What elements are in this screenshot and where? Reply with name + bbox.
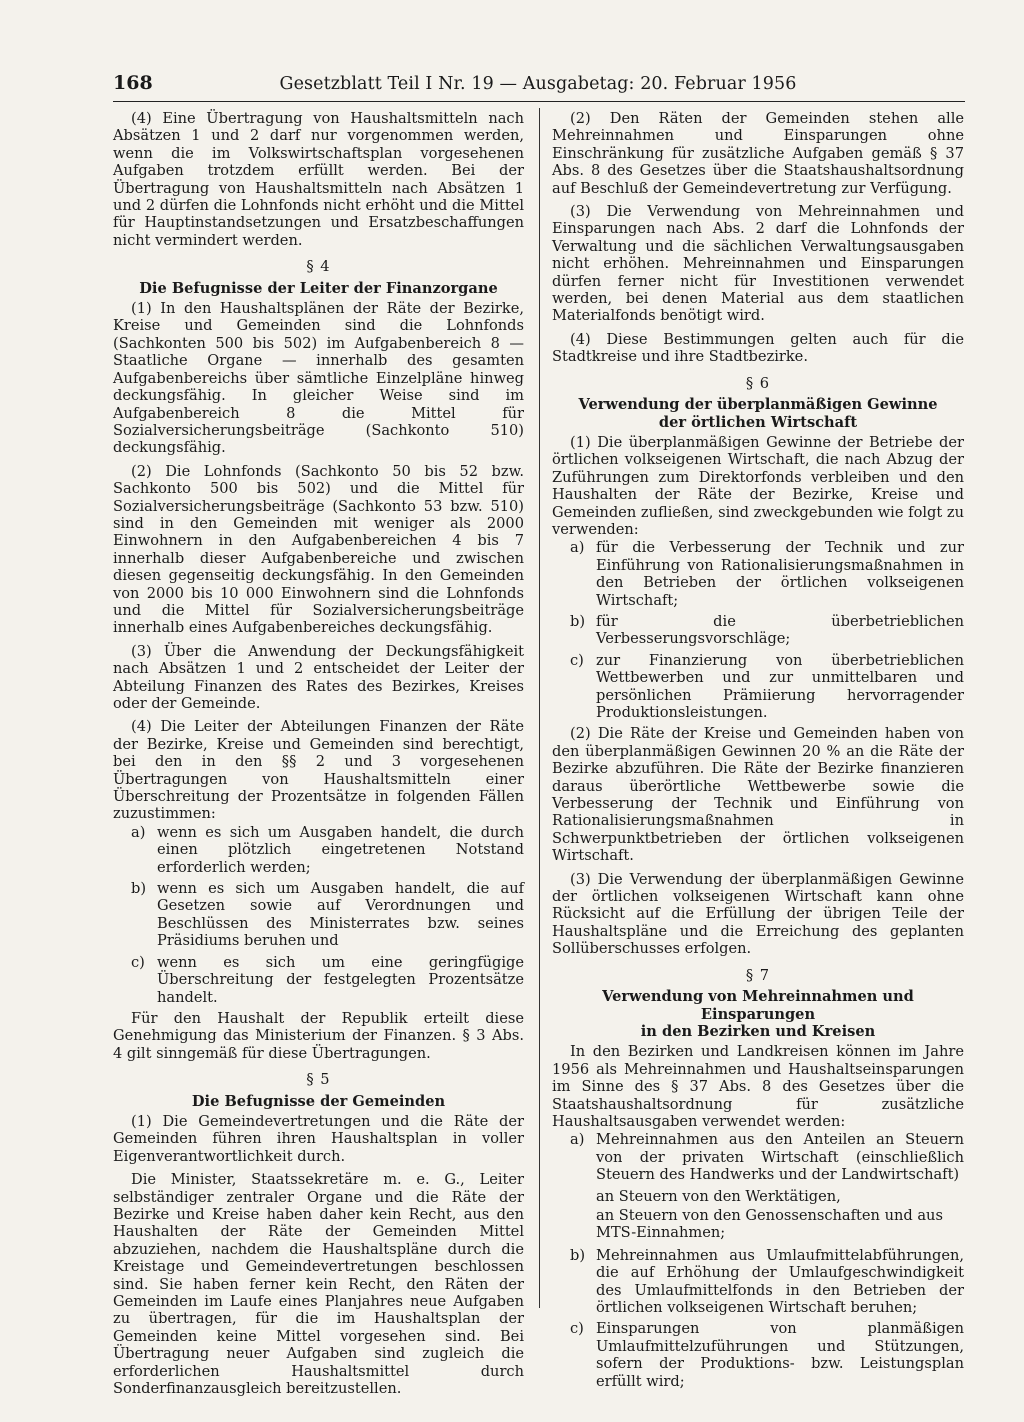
list-text: für die überbetrieblichen Verbesserungsvorschläge;	[596, 612, 964, 648]
section-sign-5: § 5	[306, 1071, 331, 1089]
list-item-s4-a	[131, 824, 524, 876]
list-s7	[570, 1131, 964, 1390]
page-number: 168	[113, 72, 153, 94]
list-item-s6-c	[570, 652, 964, 722]
page-header	[113, 72, 963, 98]
paragraph-s5-4: (3) Die Verwendung von Mehreinnahmen und Einsparungen nach Abs. 2 darf die Lohnfonds der Verwaltung und die sächlichen Verwaltungsausgaben nicht erhöhen. Mehreinnahmen und Einsparungen dürfen ferner nicht für Investitionen verwendet werden, bei denen Material aus dem staatlichen Materialfonds benötigt wird.	[552, 203, 964, 325]
list-label: b)	[131, 880, 147, 898]
section-heading-6-line2: der örtlichen Wirtschaft	[658, 413, 858, 431]
paragraph-s4-3: (3) Über die Anwendung der Deckungsfähigkeit nach Absätzen 1 und 2 entscheidet der Leiter der Abteilung Finanzen des Rates des Bezirkes, Kreises oder der Gemeinde.	[113, 642, 524, 712]
list-text: wenn es sich um eine geringfügige Überschreitung der festgelegten Prozentsätze handelt.	[157, 953, 524, 1006]
list-text: wenn es sich um Ausgaben handelt, die auf Gesetzen sowie auf Verordnungen und Beschlüssen des Ministerrates bzw. seines Präsidiums beruhen und	[157, 880, 524, 950]
list-s4	[131, 824, 524, 1006]
right-column	[552, 110, 964, 1394]
paragraph-s4-4: (4) Die Leiter der Abteilungen Finanzen der Räte der Bezirke, Kreise und Gemeinden sind berechtigt, bei den in den §§ 2 und 3 vorgesehenen Übertragungen von Haushaltsmitteln einer Überschreitung der Prozentsätze in folgenden Fällen zuzustimmen:	[113, 718, 524, 823]
paragraph-s5-1: (1) Die Gemeindevertretungen und die Räte der Gemeinden führen ihren Haushaltsplan in voller Eigenverantwortlichkeit durch.	[113, 1112, 524, 1165]
section-heading-5: Die Befugnisse der Gemeinden	[191, 1092, 446, 1110]
paragraph-s3-4: (4) Eine Übertragung von Haushaltsmitteln nach Absätzen 1 und 2 darf nur vorgenommen werden, wenn die im Volkswirtschaftsplan vorgesehenen Aufgaben trotzdem erfüllt werden. Bei der Übertragung von Haushaltsmitteln nach Absätzen 1 und 2 dürfen die Lohnfonds nicht erhöht und die Mittel für Hauptinstandsetzungen und Ersatzbeschaffungen nicht vermindert werden.	[113, 110, 524, 249]
list-label: b)	[570, 612, 586, 630]
paragraph-s5-2: Die Minister, Staatssekretäre m. e. G., Leiter selbständiger zentraler Organe und die Räte der Bezirke und Kreise haben daher kein Recht, aus den Haushalten der Räte der Gemeinden Mittel abzuziehen, nachdem die Haushaltspläne durch die Kreistage und Gemeindevertretungen beschlossen sind. Sie haben ferner kein Recht, den Räten der Gemeinden im Laufe eines Planjahres neue Aufgaben zu übertragen, für die im Haushaltsplan der Gemeinden keine Mittel vorgesehen sind. Bei Übertragung neuer Aufgaben sind zugleich die erforderlichen Haushaltsmittel durch Sonderfinanzausgleich bereitzustellen.	[113, 1171, 524, 1398]
section-heading-7-line2: in den Bezirken und Kreisen	[640, 1022, 876, 1040]
section-heading-4: Die Befugnisse der Leiter der Finanzorgane	[139, 279, 498, 297]
paragraph-s7-1: In den Bezirken und Landkreisen können im Jahre 1956 als Mehreinnahmen und Haushaltseinsparungen im Sinne des § 37 Abs. 8 des Gesetzes über die Staatshaushaltsordnung für zusätzliche Haushaltsausgaben verwendet werden:	[552, 1043, 964, 1130]
list-item-s4-b	[131, 880, 524, 950]
section-heading-6	[552, 396, 964, 431]
running-title: Gesetzblatt Teil I Nr. 19 — Ausgabetag: 20. Februar 1956	[279, 74, 797, 94]
paragraph-s4-5: Für den Haushalt der Republik erteilt diese Genehmigung das Ministerium der Finanzen. § 3 Abs. 4 gilt sinngemäß für diese Übertragungen.	[113, 1009, 524, 1062]
list-label: a)	[570, 539, 585, 557]
section-sign-4: § 4	[306, 258, 331, 276]
list-item-s6-a	[570, 539, 964, 609]
paragraph-s4-1: (1) In den Haushaltsplänen der Räte der Bezirke, Kreise und Gemeinden sind die Lohnfonds (Sachkonten 500 bis 502) im Aufgabenbereich 8 — Staatliche Organe — innerhalb des gesamten Aufgabenbereichs über sämtliche Einzelpläne hinweg deckungsfähig. In gleicher Weise sind im Aufgabenbereich 8 die Mittel für Sozialversicherungsbeiträge (Sachkonto 510) deckungsfähig.	[113, 300, 524, 457]
list-label: c)	[570, 651, 584, 669]
section-sign-7: § 7	[745, 966, 771, 984]
list-subline-s7-a-2: an Steuern von den Genossenschaften und aus MTS-Einnahmen;	[596, 1206, 943, 1242]
list-item-s7-b	[570, 1247, 964, 1317]
list-text: für die Verbesserung der Technik und zur Einführung von Rationalisierungsmaßnahmen in den Betrieben der örtlichen volkseigenen Wirtschaft;	[596, 539, 964, 609]
list-item-s4-c	[131, 954, 524, 1006]
section-heading-7-line1: Verwendung von Mehreinnahmen und Einsparungen	[602, 988, 914, 1023]
list-item-s7-a	[570, 1131, 964, 1183]
list-subline-s7-a-1: an Steuern von den Werktätigen,	[596, 1187, 841, 1205]
list-text: wenn es sich um Ausgaben handelt, die durch einen plötzlich eingetretenen Notstand erforderlich werden;	[157, 823, 524, 876]
list-item-s7-c	[570, 1320, 964, 1390]
section-heading-6-line1: Verwendung der überplanmäßigen Gewinne	[578, 396, 938, 414]
paragraph-s4-2: (2) Die Lohnfonds (Sachkonto 50 bis 52 bzw. Sachkonto 500 bis 502) und die Mittel für Sozialversicherungsbeiträge (Sachkonto 53 bzw. 510) sind in den Gemeinden mit weniger als 2000 Einwohnern in den Aufgabenbereichen 4 bis 7 innerhalb dieser Aufgabenbereiche und zwischen diesen gegenseitig deckungsfähig. In den Gemeinden von 2000 bis 10 000 Einwohnern sind die Lohnfonds und die Mittel für Sozialversicherungsbeiträge innerhalb eines Aufgabenbereiches deckungsfähig.	[113, 462, 524, 637]
list-label: c)	[131, 953, 145, 971]
paragraph-s5-5: (4) Diese Bestimmungen gelten auch für die Stadtkreise und ihre Stadtbezirke.	[552, 330, 964, 366]
list-label: a)	[131, 823, 146, 841]
list-label: a)	[570, 1131, 585, 1149]
section-sign-6: § 6	[745, 374, 771, 392]
paragraph-s6-3: (3) Die Verwendung der überplanmäßigen Gewinne der örtlichen volkseigenen Wirtschaft kann ohne Rücksicht auf die Erfüllung der übrigen Teile der Haushaltspläne und die Erreichung des geplanten Sollüberschusses erfolgen.	[552, 870, 964, 958]
list-text: Mehreinnahmen aus Umlaufmittelabführungen, die auf Erhöhung der Umlaufgeschwindigkeit des Umlaufmittelfonds in den Betrieben der örtlichen volkseigenen Wirtschaft beruhen;	[596, 1246, 964, 1316]
list-s6	[570, 539, 964, 721]
list-text: zur Finanzierung von überbetrieblichen Wettbewerben und zur unmittelbaren und persönlichen Prämiierung hervorragender Produktionsleistungen.	[596, 651, 964, 721]
list-text: Einsparungen von planmäßigen Umlaufmittelzuführungen und Stützungen, sofern der Produktions- bzw. Leistungsplan erfüllt wird;	[596, 1320, 964, 1390]
list-text: Mehreinnahmen aus den Anteilen an Steuern von der privaten Wirtschaft (einschließlich Steuern des Handwerks und der Landwirtschaft)	[596, 1131, 964, 1184]
column-divider	[539, 108, 540, 1308]
paragraph-s5-3: (2) Den Räten der Gemeinden stehen alle Mehreinnahmen und Einsparungen ohne Einschränkung für zusätzliche Aufgaben gemäß § 37 Abs. 8 des Gesetzes über die Staatshaushaltsordnung auf Beschluß der Gemeindevertretung zur Verfügung.	[552, 110, 964, 197]
header-rule	[113, 101, 965, 102]
paragraph-s6-1: (1) Die überplanmäßigen Gewinne der Betriebe der örtlichen volkseigenen Wirtschaft, die nach Abzug der Zuführungen zum Direktorfonds verbleiben und den Haushalten der Räte der Bezirke, Kreise und Gemeinden zufließen, sind zweckgebunden wie folgt zu verwenden:	[552, 433, 964, 538]
left-column	[113, 110, 524, 1403]
paragraph-s6-2: (2) Die Räte der Kreise und Gemeinden haben von den überplanmäßigen Gewinnen 20 % an die Räte der Bezirke abzuführen. Die Räte der Bezirke finanzieren daraus überörtliche Wettbewerbe sowie die Verbesserung der Technik und Einführung von Rationalisierungsmaßnahmen in Schwerpunktbetrieben der örtlichen volkseigenen Wirtschaft.	[552, 725, 964, 865]
list-label: b)	[570, 1246, 586, 1264]
list-item-s6-b	[570, 613, 964, 648]
list-label: c)	[570, 1320, 584, 1338]
section-heading-7	[552, 988, 964, 1040]
